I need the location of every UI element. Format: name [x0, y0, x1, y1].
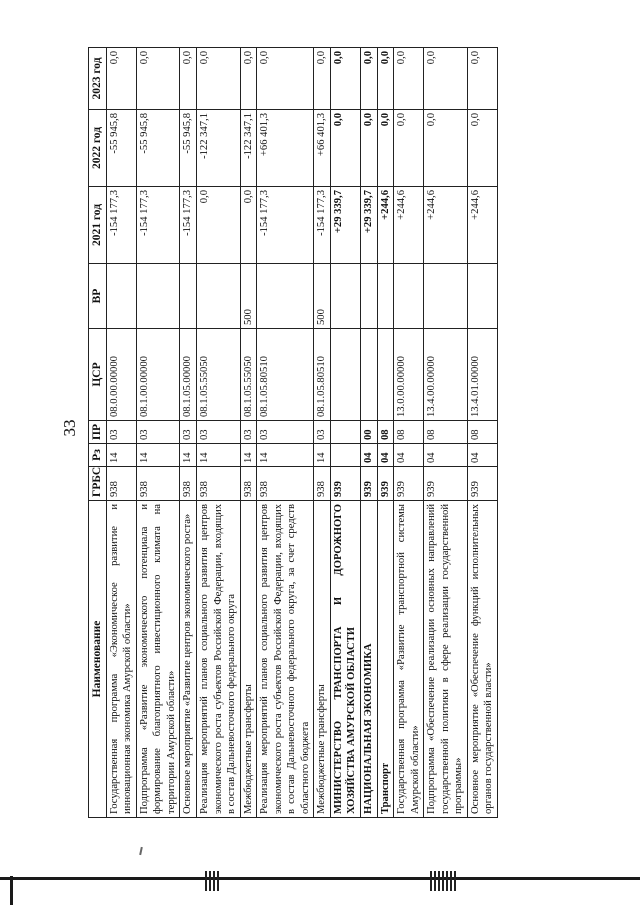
cell-grbs: 939: [394, 467, 424, 501]
cell-pr: 03: [136, 421, 180, 444]
cell-pr: 03: [180, 421, 197, 444]
col-header-name: Наименование: [89, 501, 107, 818]
col-header-grbs: ГРБС: [89, 467, 107, 501]
col-header-pr: ПР: [89, 421, 107, 444]
cell-2023: 0,0: [424, 48, 468, 110]
cell-name: Реализация мероприятий планов социального развития центров экономического роста субъектов Российской Федерации, входящих в состав Дальневосточного федерального округа: [197, 501, 241, 818]
col-header-vr: ВР: [89, 264, 107, 329]
cell-2021: -154 177,3: [106, 187, 136, 264]
cell-2021: -154 177,3: [136, 187, 180, 264]
cell-2023: 0,0: [467, 48, 497, 110]
cell-rz: [330, 444, 360, 467]
cell-2023: 0,0: [257, 48, 314, 110]
cell-2023: 0,0: [180, 48, 197, 110]
cell-grbs: 938: [240, 467, 257, 501]
cell-2021: +244,6: [424, 187, 468, 264]
cell-pr: 08: [424, 421, 468, 444]
cell-grbs: 939: [330, 467, 360, 501]
cell-pr: 08: [377, 421, 394, 444]
cell-pr: 00: [361, 421, 378, 444]
cell-csr: 13.4.00.00000: [424, 329, 468, 421]
table-row: [361, 48, 378, 818]
cell-rz: 04: [394, 444, 424, 467]
cell-vr: [197, 264, 241, 329]
cell-2022: -55 945,8: [136, 110, 180, 187]
table-row: [136, 48, 180, 818]
cell-2022: 0,0: [467, 110, 497, 187]
cell-name: Подпрограмма «Обеспечение реализации основных направлений государственной политики в сфере реализации государственной программы»: [424, 501, 468, 818]
table-row: [257, 48, 314, 818]
scan-edge-mark: [10, 876, 13, 905]
cell-csr: 08.1.00.00000: [136, 329, 180, 421]
cell-vr: [136, 264, 180, 329]
cell-2021: +244,6: [377, 187, 394, 264]
cell-csr: 13.4.01.00000: [467, 329, 497, 421]
page-number: 33: [60, 419, 79, 437]
cell-rz: 14: [257, 444, 314, 467]
cell-rz: 14: [314, 444, 331, 467]
cell-csr: 08.1.05.80510: [314, 329, 331, 421]
table-header-row: [89, 48, 107, 818]
cell-grbs: 938: [197, 467, 241, 501]
cell-2023: 0,0: [394, 48, 424, 110]
cell-2022: -122 347,1: [240, 110, 257, 187]
table-row: [330, 48, 360, 818]
cell-grbs: 938: [180, 467, 197, 501]
table-row: [240, 48, 257, 818]
cell-2022: -55 945,8: [106, 110, 136, 187]
cell-2021: +29 339,7: [361, 187, 378, 264]
table-row: [467, 48, 497, 818]
table-row: [394, 48, 424, 818]
table-row: [106, 48, 136, 818]
cell-pr: 03: [314, 421, 331, 444]
cell-2022: 0,0: [424, 110, 468, 187]
cell-2021: -154 177,3: [180, 187, 197, 264]
cell-csr: 08.1.05.00000: [180, 329, 197, 421]
cell-rz: 04: [424, 444, 468, 467]
cell-2023: 0,0: [314, 48, 331, 110]
cell-rz: 04: [361, 444, 378, 467]
cell-2023: 0,0: [197, 48, 241, 110]
cell-2023: 0,0: [240, 48, 257, 110]
cell-csr: 08.1.05.55050: [197, 329, 241, 421]
cell-grbs: 939: [377, 467, 394, 501]
cell-name: Транспорт: [377, 501, 394, 818]
cell-2022: 0,0: [361, 110, 378, 187]
table-row: [197, 48, 241, 818]
cell-pr: 03: [197, 421, 241, 444]
cell-rz: 14: [197, 444, 241, 467]
cell-name: НАЦИОНАЛЬНАЯ ЭКОНОМИКА: [361, 501, 378, 818]
cell-name: МИНИСТЕРСТВО ТРАНСПОРТА И ДОРОЖНОГО ХОЗЯЙСТВА АМУРСКОЙ ОБЛАСТИ: [330, 501, 360, 818]
cell-grbs: 939: [424, 467, 468, 501]
cell-2023: 0,0: [377, 48, 394, 110]
cell-rz: 14: [240, 444, 257, 467]
cell-csr: [330, 329, 360, 421]
cell-name: Реализация мероприятий планов социального развития центров экономического роста субъектов Российской Федерации, входящих в состав Дальневосточного федерального округа, за счет средств областного бюджета: [257, 501, 314, 818]
cell-pr: 03: [106, 421, 136, 444]
cell-vr: [424, 264, 468, 329]
col-header-2022: 2022 год: [89, 110, 107, 187]
cell-grbs: 939: [361, 467, 378, 501]
cell-vr: [257, 264, 314, 329]
cell-vr: 500: [240, 264, 257, 329]
col-header-rz: Рз: [89, 444, 107, 467]
cell-pr: 08: [394, 421, 424, 444]
scan-border-line: [0, 877, 640, 880]
cell-pr: 03: [240, 421, 257, 444]
cell-2021: 0,0: [240, 187, 257, 264]
budget-table: [88, 47, 498, 818]
table-row: [180, 48, 197, 818]
cell-name: Государственная программа «Развитие транспортной системы Амурской области»: [394, 501, 424, 818]
cell-2022: +66 401,3: [314, 110, 331, 187]
cell-2022: 0,0: [330, 110, 360, 187]
cell-name: Межбюджетные трансферты: [240, 501, 257, 818]
cell-2022: -122 347,1: [197, 110, 241, 187]
cell-2023: 0,0: [361, 48, 378, 110]
cell-grbs: 938: [136, 467, 180, 501]
cell-2022: 0,0: [394, 110, 424, 187]
cell-name: Основное мероприятие «Развитие центров экономического роста»: [180, 501, 197, 818]
cell-pr: 03: [257, 421, 314, 444]
cell-grbs: 939: [467, 467, 497, 501]
scan-noise-mark: [430, 871, 456, 891]
cell-grbs: 938: [106, 467, 136, 501]
cell-rz: 14: [136, 444, 180, 467]
cell-2021: +29 339,7: [330, 187, 360, 264]
col-header-csr: ЦСР: [89, 329, 107, 421]
col-header-2023: 2023 год: [89, 48, 107, 110]
cell-pr: 08: [467, 421, 497, 444]
cell-csr: 13.0.00.00000: [394, 329, 424, 421]
cell-rz: 14: [106, 444, 136, 467]
cell-name: Подпрограмма «Развитие экономического потенциала и формирование благоприятного инвестиционного климата на территории Амурской области»: [136, 501, 180, 818]
table-row: [377, 48, 394, 818]
cell-name: Государственная программа «Экономическое развитие и инновационная экономика Амурской области»: [106, 501, 136, 818]
cell-2022: -55 945,8: [180, 110, 197, 187]
cell-pr: [330, 421, 360, 444]
cell-grbs: 938: [257, 467, 314, 501]
cell-vr: [180, 264, 197, 329]
table-body: [106, 48, 497, 818]
cell-vr: [394, 264, 424, 329]
table-row: [424, 48, 468, 818]
cell-2023: 0,0: [106, 48, 136, 110]
cell-name: Основное мероприятие «Обеспечение функций исполнительных органов государственной власти»: [467, 501, 497, 818]
cell-csr: 08.0.00.00000: [106, 329, 136, 421]
cell-2023: 0,0: [330, 48, 360, 110]
scan-speck: [139, 847, 143, 855]
cell-vr: [106, 264, 136, 329]
cell-csr: 08.1.05.55050: [240, 329, 257, 421]
rotated-page-content: [88, 48, 618, 818]
cell-grbs: 938: [314, 467, 331, 501]
cell-vr: 500: [314, 264, 331, 329]
cell-2021: +244,6: [467, 187, 497, 264]
cell-name: Межбюджетные трансферты: [314, 501, 331, 818]
cell-csr: [361, 329, 378, 421]
cell-csr: [377, 329, 394, 421]
col-header-2021: 2021 год: [89, 187, 107, 264]
cell-2021: -154 177,3: [257, 187, 314, 264]
cell-rz: 04: [467, 444, 497, 467]
scan-noise-mark: [205, 871, 219, 891]
cell-rz: 04: [377, 444, 394, 467]
cell-2022: +66 401,3: [257, 110, 314, 187]
cell-vr: [330, 264, 360, 329]
cell-vr: [361, 264, 378, 329]
cell-vr: [377, 264, 394, 329]
cell-rz: 14: [180, 444, 197, 467]
cell-csr: 08.1.05.80510: [257, 329, 314, 421]
cell-vr: [467, 264, 497, 329]
table-row: [314, 48, 331, 818]
cell-2021: +244,6: [394, 187, 424, 264]
cell-2023: 0,0: [136, 48, 180, 110]
cell-2022: 0,0: [377, 110, 394, 187]
cell-2021: -154 177,3: [314, 187, 331, 264]
cell-2021: 0,0: [197, 187, 241, 264]
